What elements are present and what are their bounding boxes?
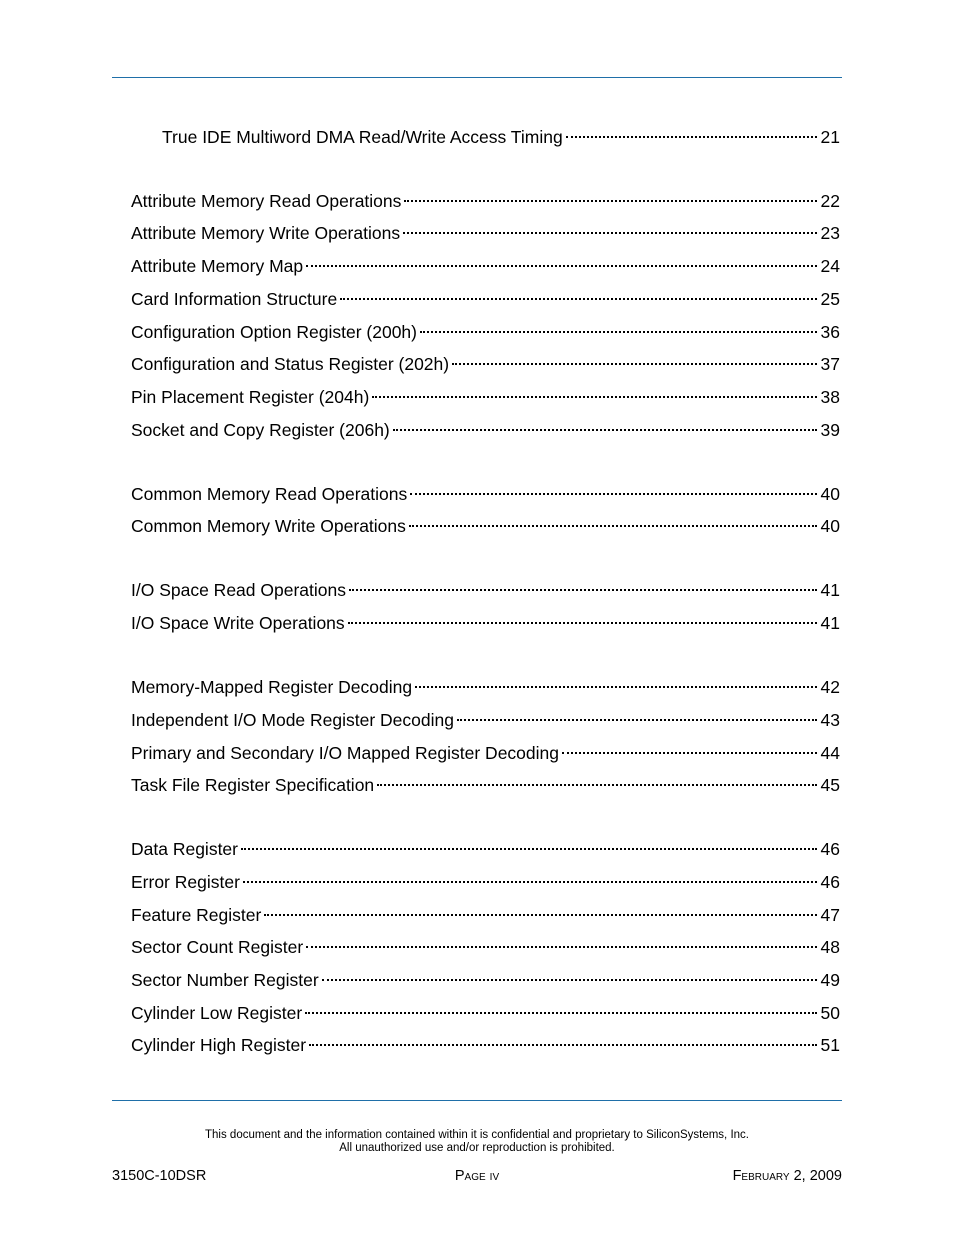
toc-entry[interactable] — [131, 414, 840, 440]
toc-entry-title: Independent I/O Mode Register Decoding — [131, 710, 454, 730]
toc-entry[interactable] — [131, 510, 840, 536]
toc-dot-leader — [457, 704, 817, 726]
toc-entry[interactable] — [131, 1029, 840, 1055]
confidentiality-notice — [0, 1129, 954, 1154]
toc-dot-leader — [306, 931, 816, 953]
toc-entry-page: 49 — [820, 970, 840, 990]
toc-entry-title: Memory-Mapped Register Decoding — [131, 677, 413, 697]
toc-entry[interactable] — [131, 704, 840, 730]
toc-entry[interactable] — [131, 283, 840, 309]
toc-entry-page: 42 — [820, 677, 840, 697]
toc-dot-leader — [349, 574, 817, 596]
toc-entry[interactable] — [131, 671, 840, 697]
toc-entry[interactable] — [131, 217, 840, 243]
toc-entry-title: I/O Space Read Operations — [131, 580, 346, 600]
toc-entry[interactable] — [131, 899, 840, 925]
toc-dot-leader — [566, 121, 817, 143]
notice-line-2: All unauthorized use and/or reproduction is prohibited. — [339, 1141, 615, 1154]
toc-entry-title: Primary and Secondary I/O Mapped Register Decoding — [131, 743, 559, 763]
toc-dot-leader — [410, 478, 816, 500]
toc-dot-leader — [305, 997, 816, 1019]
toc-entry[interactable] — [131, 381, 840, 407]
toc-dot-leader — [243, 866, 817, 888]
toc-entry-page: 41 — [820, 580, 840, 600]
toc-dot-leader — [420, 316, 817, 338]
toc-entry-title: I/O Space Write Operations — [131, 613, 345, 633]
toc-entry[interactable] — [131, 250, 840, 276]
toc-entry-title: Error Register — [131, 872, 240, 892]
toc-entry-page: 51 — [820, 1035, 840, 1055]
toc-entry[interactable] — [131, 478, 840, 504]
toc-entry[interactable] — [131, 316, 840, 342]
toc-dot-leader — [404, 185, 816, 207]
toc-entry-title: Card Information Structure — [131, 289, 338, 309]
toc-entry-page: 45 — [820, 775, 840, 795]
toc-entry-page: 46 — [820, 839, 840, 859]
toc-entry-page: 25 — [820, 289, 840, 309]
toc-entry-page: 24 — [820, 256, 840, 276]
toc-entry-page: 41 — [820, 613, 840, 633]
header-rule — [112, 77, 842, 78]
toc-entry-page: 50 — [820, 1003, 840, 1023]
footer-rule — [112, 1100, 842, 1101]
toc-entry[interactable] — [131, 866, 840, 892]
toc-entry-title: Task File Register Specification — [131, 775, 375, 795]
toc-entry[interactable] — [131, 574, 840, 600]
toc-entry-title: Feature Register — [131, 905, 262, 925]
toc-entry-title: Common Memory Write Operations — [131, 516, 406, 536]
toc-entry-page: 23 — [820, 223, 840, 243]
toc-entry[interactable] — [131, 931, 840, 957]
toc-entry-title: Attribute Memory Read Operations — [131, 191, 402, 211]
toc-dot-leader — [241, 833, 817, 855]
toc-entry-page: 39 — [820, 420, 840, 440]
toc-dot-leader — [264, 899, 816, 921]
toc-entry-title: Attribute Memory Map — [131, 256, 304, 276]
toc-dot-leader — [322, 964, 817, 986]
toc-entry[interactable] — [131, 185, 840, 211]
toc-entry-page: 37 — [820, 354, 840, 374]
toc-dot-leader — [348, 607, 817, 629]
toc-dot-leader — [562, 737, 817, 759]
toc-entry[interactable] — [131, 607, 840, 633]
toc-entry-page: 48 — [820, 937, 840, 957]
toc-dot-leader — [393, 414, 817, 436]
toc-entry-title: Sector Count Register — [131, 937, 304, 957]
toc-dot-leader — [306, 250, 816, 272]
toc-dot-leader — [452, 348, 816, 370]
toc-dot-leader — [403, 217, 816, 239]
toc-entry[interactable] — [131, 737, 840, 763]
toc-dot-leader — [309, 1029, 816, 1051]
toc-dot-leader — [415, 671, 816, 693]
toc-entry-title: Cylinder High Register — [131, 1035, 307, 1055]
toc-entry-title: Configuration and Status Register (202h) — [131, 354, 450, 374]
toc-dot-leader — [372, 381, 816, 403]
toc-entry-page: 43 — [820, 710, 840, 730]
toc-entry-page: 40 — [820, 516, 840, 536]
toc-entry-title: Sector Number Register — [131, 970, 319, 990]
toc-entry[interactable] — [131, 997, 840, 1023]
toc-dot-leader — [409, 510, 817, 532]
toc-entry-page: 44 — [820, 743, 840, 763]
toc-entry-page: 22 — [820, 191, 840, 211]
toc-entry-page: 47 — [820, 905, 840, 925]
toc-entry-title: Configuration Option Register (200h) — [131, 322, 417, 342]
toc-entry-title: Socket and Copy Register (206h) — [131, 420, 390, 440]
toc-entry-title: Attribute Memory Write Operations — [131, 223, 401, 243]
toc-entry-title: True IDE Multiword DMA Read/Write Access Timing — [162, 127, 563, 147]
document-id: 3150C-10DSR — [112, 1168, 207, 1184]
toc-entry[interactable] — [131, 833, 840, 859]
toc-entry-page: 36 — [820, 322, 840, 342]
toc-entry-page: 40 — [820, 484, 840, 504]
toc-entry-page: 46 — [820, 872, 840, 892]
toc-dot-leader — [340, 283, 816, 305]
toc-entry[interactable] — [162, 121, 840, 147]
toc-entry-title: Pin Placement Register (204h) — [131, 387, 370, 407]
toc-entry-page: 21 — [820, 127, 840, 147]
page-number: Page iv — [454, 1168, 500, 1184]
toc-entry-title: Cylinder Low Register — [131, 1003, 303, 1023]
toc-dot-leader — [377, 769, 816, 791]
toc-entry[interactable] — [131, 769, 840, 795]
toc-entry[interactable] — [131, 348, 840, 374]
toc-entry[interactable] — [131, 964, 840, 990]
toc-entry-title: Data Register — [131, 839, 238, 859]
document-date: February 2, 2009 — [732, 1168, 842, 1184]
page-footer — [112, 1166, 842, 1186]
toc-entry-page: 38 — [820, 387, 840, 407]
toc-entry-title: Common Memory Read Operations — [131, 484, 408, 504]
notice-line-1: This document and the information contained within it is confidential and proprietary to SiliconSystems, Inc. — [205, 1129, 749, 1141]
